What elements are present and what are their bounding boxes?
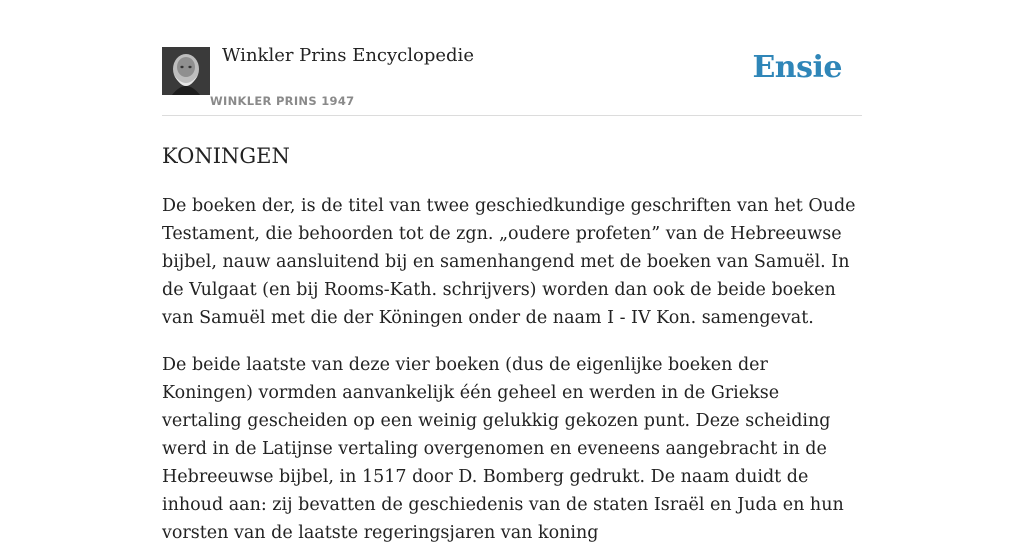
portrait-image bbox=[162, 47, 210, 95]
header bbox=[162, 0, 862, 116]
article-paragraph: De boeken der, is de titel van twee geschiedkundige geschriften van het Oude Testament, die behoorden tot de zgn. „oudere profeten” van de Hebreeuwse bijbel, nauw aansluitend bij en samenhangend met de boeken van Samuël. In de Vulgaat (en bij Rooms-Kath. schrijvers) worden dan ook de beide boeken van Samuël met die der Köningen onder de naam I - IV Kon. samengevat. bbox=[162, 196, 856, 328]
source-title[interactable]: Winkler Prins Encyclopedie bbox=[222, 45, 474, 66]
page bbox=[162, 0, 862, 547]
author-avatar[interactable] bbox=[162, 47, 210, 95]
brand-logo[interactable]: Ensie bbox=[752, 50, 842, 85]
source-subtitle[interactable]: WINKLER PRINS 1947 bbox=[210, 94, 355, 108]
article-paragraph: De beide laatste van deze vier boeken (dus de eigenlijke boeken der Koningen) vormden aanvankelijk één geheel en werden in de Griekse vertaling gescheiden op een weinig gelukkig gekozen punt. Deze scheiding werd in de Latijnse vertaling overgenomen en eveneens aangebracht in de Hebreeuwse bijbel, in 1517 door D. Bomberg gedrukt. De naam duidt de inhoud aan: zij bevatten de geschiedenis van de staten Israël en Juda en hun vorsten van de laatste regeringsjaren van koning bbox=[162, 355, 844, 543]
article-title: KONINGEN bbox=[162, 144, 290, 168]
